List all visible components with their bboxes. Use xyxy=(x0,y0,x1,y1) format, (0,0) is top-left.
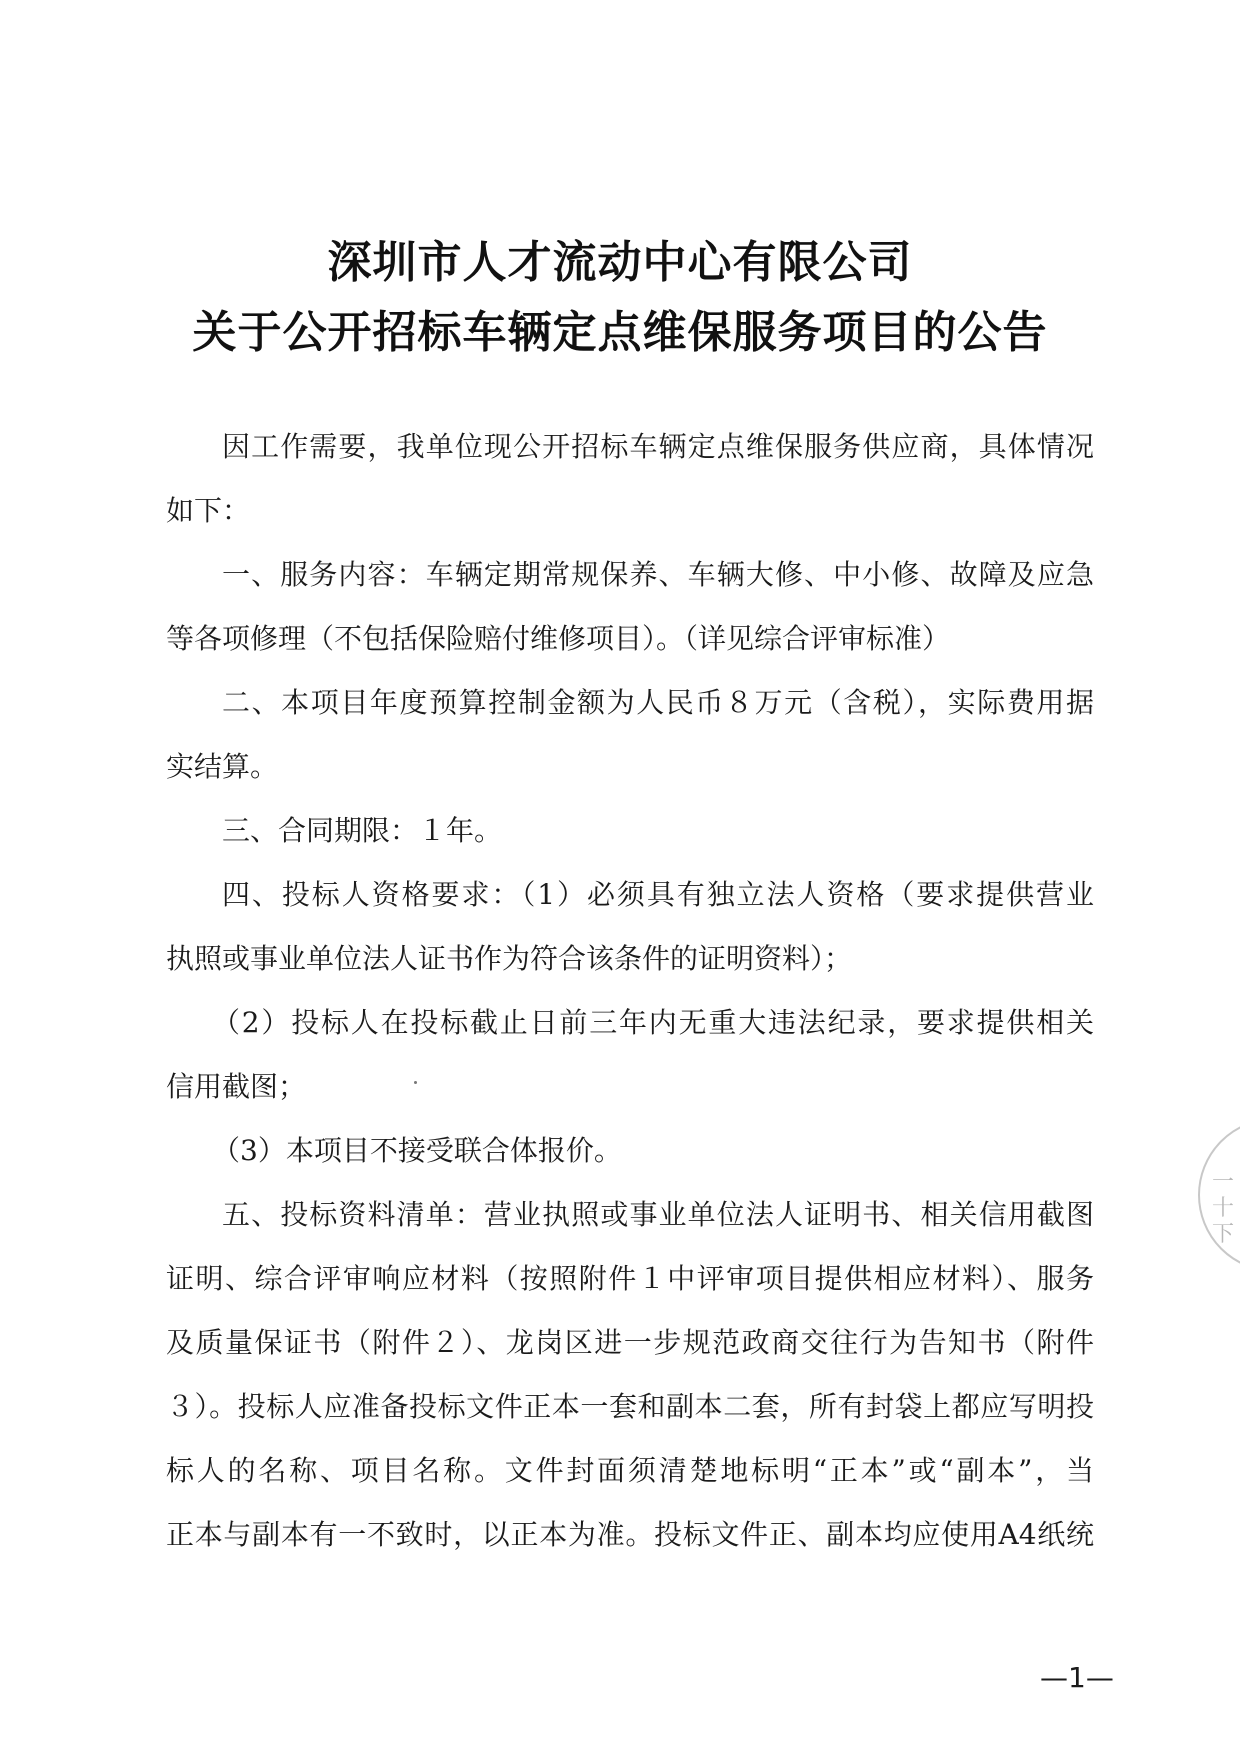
paragraph-line: 实结算。 xyxy=(166,750,279,783)
paragraph-line: 标人的名称、项目名称。文件封面须清楚地标明“正本”或“副本”，当 xyxy=(166,1454,1094,1487)
paragraph-line: 如下： xyxy=(166,494,251,527)
paragraph-line: （3）本项目不接受联合体报价。 xyxy=(212,1134,622,1167)
paragraph-line: 执照或事业单位法人证书作为符合该条件的证明资料）； xyxy=(166,942,853,975)
paragraph-line: 五、投标资料清单：营业执照或事业单位法人证明书、相关信用截图 xyxy=(222,1198,1094,1231)
paragraph-line: 信用截图； xyxy=(166,1070,307,1103)
paragraph-line: 因工作需要，我单位现公开招标车辆定点维保服务供应商，具体情况 xyxy=(222,430,1094,463)
page-number: —1— xyxy=(1040,1661,1114,1694)
paragraph-line: 证明、综合评审响应材料（按照附件１中评审项目提供相应材料）、服务 xyxy=(166,1262,1094,1295)
scan-speck xyxy=(414,1081,417,1084)
paragraph-line: 正本与副本有一不致时，以正本为准。投标文件正、副本均应使用A4纸统 xyxy=(166,1518,1094,1551)
paragraph-line: 及质量保证书（附件２）、龙岗区进一步规范政商交往行为告知书（附件 xyxy=(166,1326,1094,1359)
seal-stamp-text: 一 十 下 xyxy=(1212,1170,1235,1247)
paragraph-line: 一、服务内容：车辆定期常规保养、车辆大修、中小修、故障及应急 xyxy=(222,558,1094,591)
paragraph-line: 等各项修理（不包括保险赔付维修项目）。（详见综合评审标准） xyxy=(166,622,951,655)
paragraph-line: 三、合同期限：１年。 xyxy=(222,814,503,847)
document-title-line-2: 关于公开招标车辆定点维保服务项目的公告 xyxy=(192,307,1048,358)
paragraph-line: ３）。投标人应准备投标文件正本一套和副本二套，所有封袋上都应写明投 xyxy=(166,1390,1094,1423)
paragraph-line: （2）投标人在投标截止日前三年内无重大违法纪录，要求提供相关 xyxy=(212,1006,1094,1039)
paragraph-line: 二、本项目年度预算控制金额为人民币８万元（含税），实际费用据 xyxy=(222,686,1094,719)
paragraph-line: 四、投标人资格要求：（1）必须具有独立法人资格（要求提供营业 xyxy=(222,878,1094,911)
document-title-line-1: 深圳市人才流动中心有限公司 xyxy=(327,237,913,288)
